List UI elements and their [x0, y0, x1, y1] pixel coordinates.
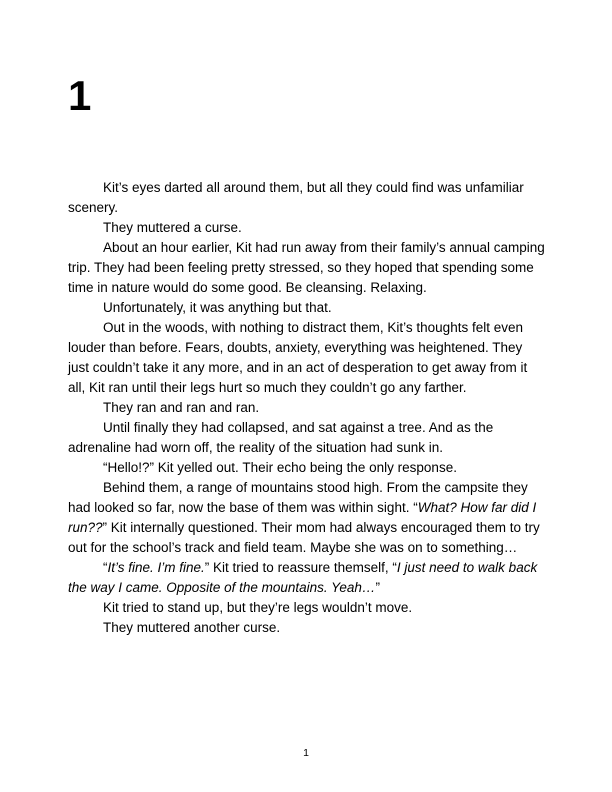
- paragraph: [68, 418, 545, 458]
- paragraph: [68, 398, 545, 418]
- paragraph: [68, 178, 545, 218]
- paragraph: [68, 298, 545, 318]
- body-text: [68, 178, 545, 638]
- text-run: About an hour earlier, Kit had run away from their family’s annual camping trip. They had been feeling pretty stressed, so they hoped that spending some time in nature would do some good. Be cleansing. Relaxing.: [68, 240, 545, 295]
- paragraph: [68, 478, 545, 558]
- italic-text-run: It’s fine. I’m fine.: [107, 560, 205, 575]
- chapter-number-heading: 1: [68, 72, 92, 119]
- paragraph: [68, 238, 545, 298]
- paragraph: [68, 458, 545, 478]
- paragraph: [68, 318, 545, 398]
- text-run: They muttered another curse.: [103, 620, 281, 635]
- page-number: 1: [303, 747, 309, 759]
- text-run: “Hello!?” Kit yelled out. Their echo being the only response.: [103, 460, 457, 475]
- italic-text-run: What? How far did I run??: [68, 500, 537, 535]
- text-run: Unfortunately, it was anything but that.: [103, 300, 332, 315]
- text-run: ”: [375, 580, 380, 595]
- paragraph: [68, 598, 545, 618]
- text-run: Until finally they had collapsed, and sat against a tree. And as the adrenaline had worn off, the reality of the situation had sunk in.: [68, 420, 494, 455]
- text-run: Behind them, a range of mountains stood high. From the campsite they had looked so far, now the base of them was within sight. “: [68, 480, 528, 515]
- text-run: ” Kit tried to reassure themself, “: [204, 560, 397, 575]
- text-run: “: [103, 560, 108, 575]
- text-run: Kit’s eyes darted all around them, but all they could find was unfamiliar scenery.: [68, 180, 524, 215]
- text-run: Out in the woods, with nothing to distract them, Kit’s thoughts felt even louder than before. Fears, doubts, anxiety, everything was heightened. They just couldn’t take it any more, and in an act of desperation to get away from it all, Kit ran until their legs hurt so much they couldn’t go any farther.: [68, 320, 528, 395]
- text-run: They ran and ran and ran.: [103, 400, 260, 415]
- paragraph: [68, 218, 545, 238]
- text-run: ” Kit internally questioned. Their mom had always encouraged them to try out for the school’s track and field team. Maybe she was on to something…: [68, 520, 540, 555]
- italic-text-run: I just need to walk back the way I came. Opposite of the mountains. Yeah…: [68, 560, 538, 595]
- text-run: They muttered a curse.: [103, 220, 242, 235]
- paragraph: [68, 618, 545, 638]
- paragraph: [68, 558, 545, 598]
- text-run: Kit tried to stand up, but they’re legs wouldn’t move.: [103, 600, 413, 615]
